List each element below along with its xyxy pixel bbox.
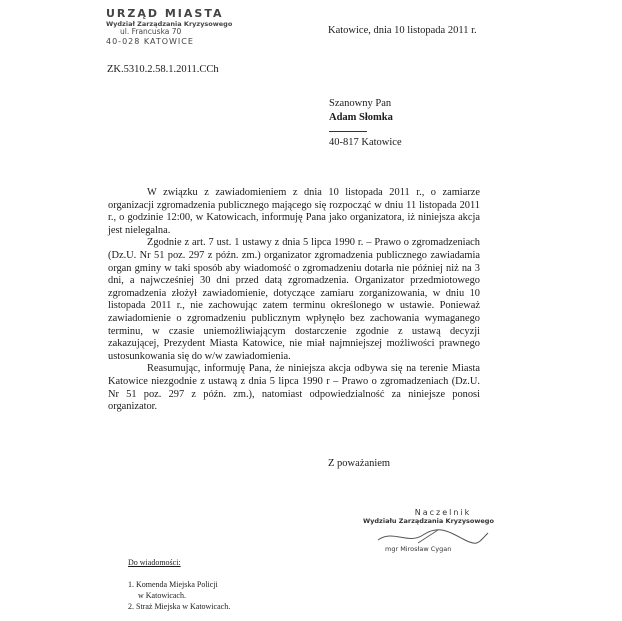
body-paragraph-1: W związku z zawiadomieniem z dnia 10 listopada 2011 r., o zamiarze organizacji zgromadzenia publicznego mającego się rozpocząć w dniu 11 listopada 2011 r., o godzinie 12:00, w Katowicach, informuję Pana jako organizatora, iż niniejsza akcja jest nielegalna. [108,187,480,236]
stamp-line-4: 40-028 KATOWICE [106,36,194,46]
body-paragraph-2: Zgodnie z art. 7 ust. 1 ustawy z dnia 5 lipca 1990 r. – Prawo o zgromadzeniach (Dz.U. Nr 51 poz. 297 z późn. zm.) organizator zgromadzenia publicznego zawiadamia organ gminy w taki sposób aby wiadomość o zgromadzeniu dotarła nie później niż na 3 dni, a najwcześniej 30 dni przed datą zgromadzenia. Organizator przedmiotowego zgromadzenia złożył zawiadomienie, dotyczące zamiaru zorganizowania, w dniu 10 listopada 2011 r., nie zachowując zatem terminu określonego w ustawie. Ponieważ zawiadomienie o zgromadzeniu publicznym wpłynęło bez zachowania wymaganego terminu, w czasie uniemożliwiającym dostarczenie zgodnie z ustawą decyzji zakazującej, Prezydent Miasta Katowice, nie miał najmniejszej możliwości prawnego ustosunkowania się do w/w zawiadomienia. [108,237,480,362]
distribution-list [128,557,230,612]
signer-department: Wydziału Zarządzania Kryzysowego [363,517,494,525]
letter-date: Katowice, dnia 10 listopada 2011 r. [328,25,477,36]
stamp-line-1: URZĄD MIASTA [106,7,224,20]
addressee-block [329,97,402,150]
official-stamp [106,8,236,46]
signer-name: mgr Mirosław Cygan [385,545,452,553]
handwritten-signature-icon [363,525,493,547]
body-paragraph-3: Reasumując, informuję Pana, że niniejsza akcja odbywa się na terenie Miasta Katowice niezgodnie z ustawą z dnia 5 lipca 1990 r – Prawo o zgromadzeniach (Dz.U. Nr 51 poz. 297 z późn. zm.), natomiast odpowiedzialność za niniejsze ponosi organizator. [108,363,480,413]
distribution-item-1-cont: w Katowicach. [138,591,186,600]
list-item [128,601,230,612]
stamp-line-2: Wydział Zarządzania Kryzysowego [106,19,233,28]
salutation: Szanowny Pan [329,98,392,109]
distribution-item-2: 2. Straż Miejska w Katowicach. [128,602,231,611]
addressee-city: 40-817 Katowice [329,137,402,148]
letter-body [108,187,480,414]
addressee-name: Adam Słomka [329,112,393,123]
signature-block [363,508,503,553]
stamp-line-3: ul. Francuska 70 [120,27,182,37]
signer-title: Naczelnik [414,508,472,517]
distribution-item-1: 1. Komenda Miejska Policji [128,580,218,589]
list-item [128,579,230,601]
reference-number: ZK.5310.2.58.1.2011.CCh [107,64,219,75]
closing-phrase: Z poważaniem [328,458,391,469]
distribution-heading: Do wiadomości: [128,558,181,567]
